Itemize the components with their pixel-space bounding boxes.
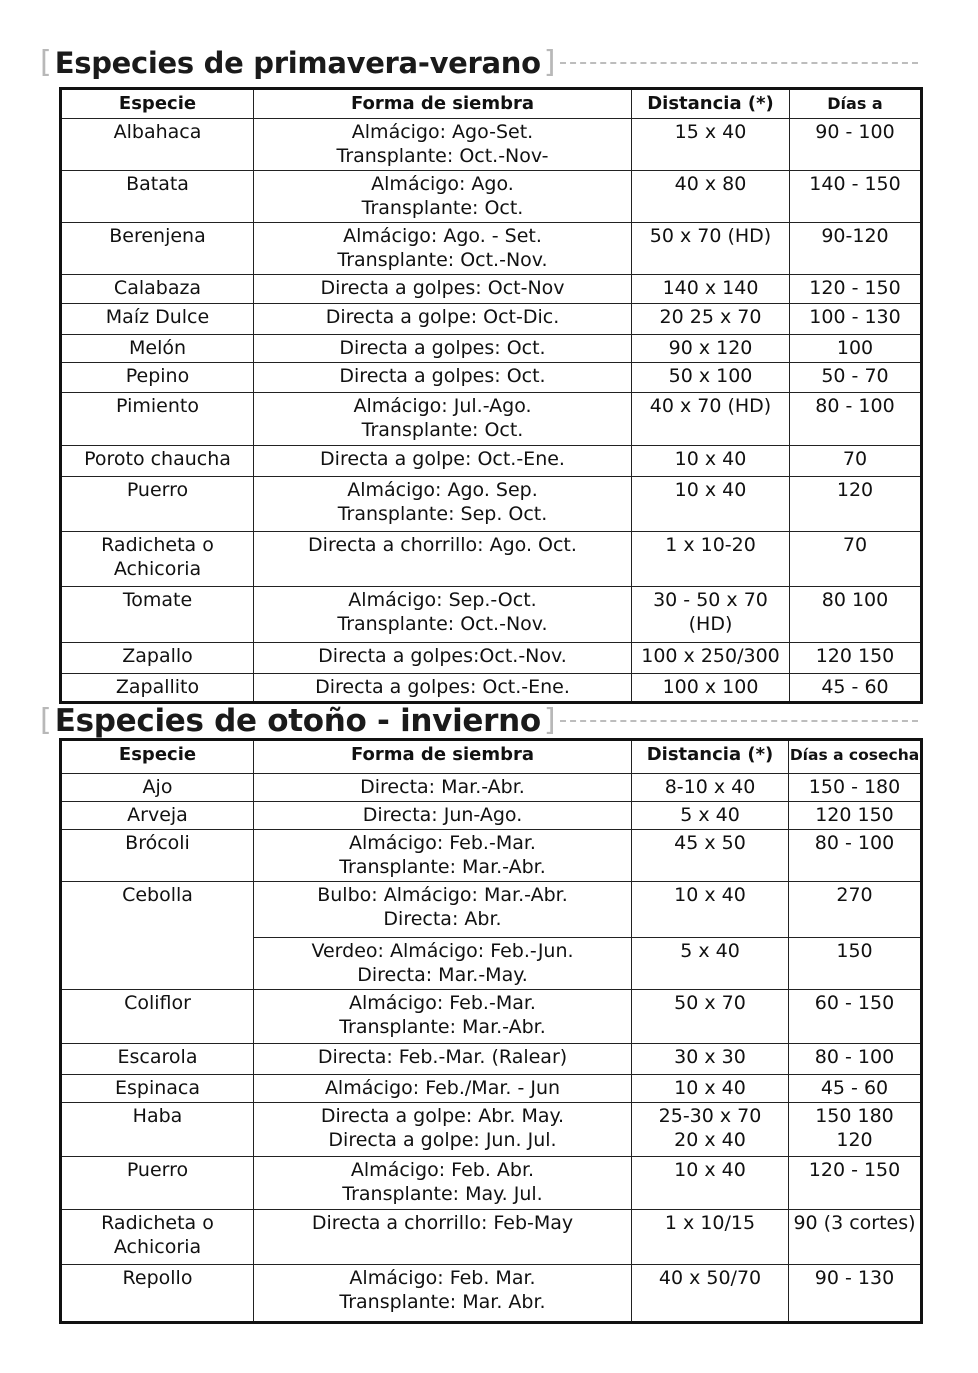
cell-especie bbox=[61, 393, 254, 446]
cell-especie bbox=[61, 304, 254, 335]
cell-especie bbox=[61, 990, 254, 1044]
cell-forma-siembra bbox=[254, 1210, 632, 1265]
cell-distancia-line: 10 x 40 bbox=[674, 884, 746, 906]
cell-dias bbox=[789, 802, 922, 830]
cell-especie-line: Puerro bbox=[126, 479, 189, 501]
cell-forma-siembra-line: Almácigo: Ago. Sep. bbox=[347, 479, 538, 501]
cell-especie-line: Haba bbox=[132, 1105, 183, 1127]
cell-forma-siembra-line: Directa: Mar.-May. bbox=[357, 964, 528, 986]
cell-forma-siembra-line: Transplante: Sep. Oct. bbox=[337, 503, 548, 525]
cell-distancia-line: 1 x 10-20 bbox=[665, 534, 756, 556]
cell-dias-line: 150 bbox=[836, 940, 873, 962]
cell-distancia bbox=[632, 393, 790, 446]
cell-dias bbox=[790, 477, 922, 532]
cell-especie bbox=[61, 802, 254, 830]
cell-especie bbox=[61, 674, 254, 703]
table-row bbox=[61, 882, 922, 938]
table-row bbox=[61, 830, 922, 882]
table-row bbox=[61, 1157, 922, 1210]
cell-distancia-line: 20 x 40 bbox=[674, 1129, 746, 1151]
table-otono-invierno bbox=[59, 738, 923, 1324]
cell-dias-line: 150 - 180 bbox=[808, 776, 901, 798]
cell-distancia bbox=[632, 587, 790, 643]
cell-distancia bbox=[632, 477, 790, 532]
cell-distancia-line: 100 x 100 bbox=[662, 676, 759, 698]
cell-forma-siembra-line: Directa: Abr. bbox=[383, 908, 502, 930]
cell-distancia bbox=[632, 275, 790, 304]
cell-distancia-line: 20 25 x 70 bbox=[659, 306, 762, 328]
cell-distancia-line: 5 x 40 bbox=[680, 940, 740, 962]
cell-dias bbox=[789, 1075, 922, 1103]
cell-distancia-line: 15 x 40 bbox=[674, 121, 747, 143]
cell-especie bbox=[61, 1103, 254, 1157]
cell-dias-line: 150 180 bbox=[815, 1105, 894, 1127]
cell-forma-siembra-line: Directa a golpes: Oct.-Ene. bbox=[315, 676, 570, 698]
header-distancia: Distancia (*) bbox=[632, 740, 789, 774]
cell-forma-siembra-line: Directa a golpes:Oct.-Nov. bbox=[318, 645, 567, 667]
cell-distancia bbox=[632, 171, 790, 223]
table-row bbox=[61, 1103, 922, 1157]
cell-dias-line: 120 bbox=[836, 479, 874, 501]
cell-especie-line: Achicoria bbox=[113, 558, 202, 580]
cell-dias bbox=[790, 393, 922, 446]
cell-dias-line: 70 bbox=[842, 448, 868, 470]
cell-especie bbox=[61, 830, 254, 882]
table-row bbox=[61, 304, 922, 335]
cell-forma-siembra-line: Almácigo: Ago-Set. bbox=[351, 121, 534, 143]
cell-dias bbox=[790, 119, 922, 171]
table-row bbox=[61, 446, 922, 477]
cell-especie-line: Poroto chaucha bbox=[84, 448, 231, 470]
cell-forma-siembra bbox=[254, 275, 632, 304]
table-row bbox=[61, 223, 922, 275]
bracket-close: ] bbox=[543, 45, 556, 80]
cell-dias-line: 140 - 150 bbox=[809, 173, 901, 195]
cell-dias-line: 50 - 70 bbox=[821, 365, 889, 387]
cell-especie-line: Radicheta o bbox=[101, 1212, 214, 1234]
cell-distancia bbox=[632, 938, 789, 990]
cell-dias bbox=[789, 830, 922, 882]
cell-forma-siembra-line: Directa a golpe: Jun. Jul. bbox=[328, 1129, 557, 1151]
cell-forma-siembra-line: Almácigo: Sep.-Oct. bbox=[348, 589, 537, 611]
dashed-rule bbox=[560, 62, 919, 64]
cell-forma-siembra bbox=[254, 938, 632, 990]
cell-especie-line: Coliflor bbox=[124, 992, 191, 1014]
cell-forma-siembra-line: Bulbo: Almácigo: Mar.-Abr. bbox=[317, 884, 568, 906]
cell-especie-line: Radicheta o bbox=[101, 534, 214, 556]
table-primavera-verano bbox=[59, 87, 923, 704]
cell-forma-siembra bbox=[254, 304, 632, 335]
table-row bbox=[61, 393, 922, 446]
cell-forma-siembra-line: Almácigo: Feb.-Mar. bbox=[349, 832, 536, 854]
cell-especie-line: Zapallo bbox=[122, 645, 193, 667]
cell-especie bbox=[61, 446, 254, 477]
cell-forma-siembra bbox=[254, 335, 632, 363]
cell-distancia-line: (HD) bbox=[688, 613, 733, 635]
cell-forma-siembra bbox=[254, 1044, 632, 1075]
cell-distancia-line: 45 x 50 bbox=[674, 832, 746, 854]
cell-especie bbox=[61, 1265, 254, 1323]
table-row bbox=[61, 802, 922, 830]
cell-forma-siembra-line: Transplante: Oct.-Nov- bbox=[336, 145, 549, 167]
cell-forma-siembra bbox=[254, 363, 632, 393]
cell-distancia bbox=[632, 446, 790, 477]
cell-forma-siembra bbox=[254, 446, 632, 477]
cell-forma-siembra-line: Almácigo: Feb./Mar. - Jun bbox=[324, 1077, 561, 1099]
cell-forma-siembra-line: Almácigo: Ago. bbox=[371, 173, 514, 195]
cell-especie bbox=[61, 774, 254, 802]
table-row bbox=[61, 774, 922, 802]
cell-distancia-line: 50 x 70 (HD) bbox=[649, 225, 772, 247]
cell-especie-line: Ajo bbox=[142, 776, 173, 798]
table-row bbox=[61, 674, 922, 703]
cell-forma-siembra-line: Directa a golpe: Oct.-Ene. bbox=[320, 448, 565, 470]
cell-especie-line: Pepino bbox=[125, 365, 190, 387]
table-row bbox=[61, 119, 922, 171]
table-row bbox=[61, 1210, 922, 1265]
cell-forma-siembra bbox=[254, 1265, 632, 1323]
cell-distancia-line: 50 x 100 bbox=[668, 365, 753, 387]
cell-distancia bbox=[632, 1157, 789, 1210]
header-dias: Días a bbox=[790, 89, 922, 119]
cell-dias-line: 70 bbox=[842, 534, 868, 556]
cell-dias bbox=[789, 1265, 922, 1323]
cell-distancia bbox=[632, 1265, 789, 1323]
cell-forma-siembra-line: Directa a golpe: Abr. May. bbox=[320, 1105, 565, 1127]
cell-forma-siembra bbox=[254, 171, 632, 223]
section-heading: Especies de primavera-verano bbox=[54, 46, 541, 80]
table-header-row bbox=[61, 89, 922, 119]
table-row bbox=[61, 171, 922, 223]
cell-distancia-line: 10 x 40 bbox=[674, 479, 747, 501]
table-row bbox=[61, 587, 922, 643]
cell-especie bbox=[61, 532, 254, 587]
cell-dias bbox=[790, 532, 922, 587]
cell-distancia bbox=[632, 532, 790, 587]
cell-dias bbox=[790, 223, 922, 275]
cell-forma-siembra bbox=[254, 1103, 632, 1157]
cell-forma-siembra bbox=[254, 393, 632, 446]
table-row bbox=[61, 477, 922, 532]
cell-distancia-line: 40 x 80 bbox=[674, 173, 747, 195]
cell-especie bbox=[61, 119, 254, 171]
cell-forma-siembra bbox=[254, 1075, 632, 1103]
cell-dias-line: 100 - 130 bbox=[809, 306, 901, 328]
cell-distancia-line: 50 x 70 bbox=[674, 992, 746, 1014]
cell-distancia-line: 25-30 x 70 bbox=[658, 1105, 762, 1127]
cell-especie bbox=[61, 1157, 254, 1210]
cell-distancia bbox=[632, 830, 789, 882]
cell-forma-siembra bbox=[254, 587, 632, 643]
cell-dias-line: 120 - 150 bbox=[809, 277, 901, 299]
cell-forma-siembra-line: Transplante: Oct. bbox=[361, 197, 524, 219]
cell-distancia bbox=[632, 643, 790, 674]
cell-distancia bbox=[632, 674, 790, 703]
cell-forma-siembra-line: Directa: Jun-Ago. bbox=[362, 804, 523, 826]
cell-distancia bbox=[632, 335, 790, 363]
cell-especie-line: Escarola bbox=[117, 1046, 198, 1068]
cell-forma-siembra-line: Directa a golpe: Oct-Dic. bbox=[325, 306, 560, 328]
cell-especie-line: Batata bbox=[126, 173, 189, 195]
bracket-close: ] bbox=[543, 703, 556, 738]
table-row bbox=[61, 335, 922, 363]
cell-dias-line: 45 - 60 bbox=[820, 1077, 889, 1099]
cell-especie-line: Pimiento bbox=[116, 395, 199, 417]
table-row bbox=[61, 1075, 922, 1103]
cell-forma-siembra bbox=[254, 990, 632, 1044]
section-heading: Especies de otoño - invierno bbox=[54, 703, 541, 739]
header-dias-cosecha: Días a cosecha bbox=[789, 740, 922, 774]
cell-dias bbox=[790, 171, 922, 223]
cell-especie-line: Brócoli bbox=[125, 832, 190, 854]
cell-especie-line: Arveja bbox=[127, 804, 188, 826]
cell-distancia-line: 5 x 40 bbox=[680, 804, 740, 826]
cell-forma-siembra-line: Almácigo: Feb. Mar. bbox=[349, 1267, 536, 1289]
header-especie: Especie bbox=[61, 89, 254, 119]
cell-dias-line: 45 - 60 bbox=[821, 676, 889, 698]
cell-distancia bbox=[632, 1103, 789, 1157]
header-distancia: Distancia (*) bbox=[632, 89, 790, 119]
cell-distancia-line: 8-10 x 40 bbox=[664, 776, 756, 798]
cell-dias bbox=[790, 674, 922, 703]
cell-forma-siembra-line: Almácigo: Ago. - Set. bbox=[343, 225, 542, 247]
dashed-rule bbox=[560, 720, 918, 722]
cell-forma-siembra-line: Directa a chorrillo: Feb-May bbox=[311, 1212, 574, 1234]
cell-dias-line: 90 - 100 bbox=[815, 121, 895, 143]
cell-forma-siembra-line: Transplante: Oct.-Nov. bbox=[337, 249, 548, 271]
cell-distancia-line: 40 x 50/70 bbox=[658, 1267, 762, 1289]
cell-forma-siembra-line: Verdeo: Almácigo: Feb.-Jun. bbox=[311, 940, 574, 962]
cell-forma-siembra-line: Directa a golpes: Oct-Nov bbox=[320, 277, 565, 299]
cell-distancia-line: 30 x 30 bbox=[674, 1046, 746, 1068]
cell-forma-siembra-line: Directa: Feb.-Mar. (Ralear) bbox=[317, 1046, 568, 1068]
cell-especie-line: Maíz Dulce bbox=[105, 306, 210, 328]
bracket-open: [ bbox=[40, 45, 52, 80]
cell-distancia bbox=[632, 1075, 789, 1103]
cell-forma-siembra bbox=[254, 802, 632, 830]
cell-forma-siembra bbox=[254, 119, 632, 171]
cell-distancia-line: 10 x 40 bbox=[674, 448, 747, 470]
cell-dias-line: 270 bbox=[836, 884, 873, 906]
cell-dias bbox=[789, 938, 922, 990]
cell-especie bbox=[61, 171, 254, 223]
cell-forma-siembra-line: Transplante: Mar. Abr. bbox=[339, 1291, 546, 1313]
cell-distancia bbox=[632, 802, 789, 830]
cell-especie-line: Calabaza bbox=[113, 277, 202, 299]
cell-forma-siembra-line: Directa: Mar.-Abr. bbox=[360, 776, 525, 798]
cell-dias-line: 120 150 bbox=[815, 645, 895, 667]
cell-dias bbox=[789, 990, 922, 1044]
cell-forma-siembra-line: Directa a golpes: Oct. bbox=[339, 337, 546, 359]
cell-dias bbox=[790, 643, 922, 674]
cell-forma-siembra-line: Transplante: Mar.-Abr. bbox=[339, 1016, 546, 1038]
cell-distancia-line: 10 x 40 bbox=[674, 1159, 746, 1181]
cell-distancia bbox=[632, 223, 790, 275]
cell-dias bbox=[790, 275, 922, 304]
table-row bbox=[61, 1044, 922, 1075]
cell-distancia bbox=[632, 1044, 789, 1075]
cell-especie bbox=[61, 363, 254, 393]
cell-dias bbox=[789, 1210, 922, 1265]
cell-forma-siembra bbox=[254, 477, 632, 532]
table-row bbox=[61, 1265, 922, 1323]
cell-forma-siembra-line: Transplante: Oct. bbox=[361, 419, 524, 441]
section-title-otono-invierno bbox=[40, 703, 918, 739]
section-title-primavera-verano bbox=[40, 46, 918, 80]
cell-forma-siembra-line: Transplante: Mar.-Abr. bbox=[339, 856, 546, 878]
cell-distancia bbox=[632, 990, 789, 1044]
cell-dias-line: 60 - 150 bbox=[814, 992, 895, 1014]
cell-dias-line: 120 150 bbox=[815, 804, 894, 826]
cell-dias-line: 80 - 100 bbox=[814, 1046, 895, 1068]
header-especie: Especie bbox=[61, 740, 254, 774]
cell-especie bbox=[61, 223, 254, 275]
table-row bbox=[61, 643, 922, 674]
cell-forma-siembra bbox=[254, 882, 632, 938]
cell-forma-siembra-line: Almácigo: Feb. Abr. bbox=[350, 1159, 535, 1181]
cell-distancia bbox=[632, 119, 790, 171]
cell-forma-siembra bbox=[254, 774, 632, 802]
cell-distancia-line: 30 - 50 x 70 bbox=[653, 589, 768, 611]
cell-especie bbox=[61, 1210, 254, 1265]
cell-distancia-line: 40 x 70 (HD) bbox=[649, 395, 772, 417]
cell-forma-siembra bbox=[254, 830, 632, 882]
cell-especie-line: Achicoria bbox=[113, 1236, 202, 1258]
cell-dias bbox=[789, 1157, 922, 1210]
table-header-row bbox=[61, 740, 922, 774]
cell-dias-line: 120 - 150 bbox=[808, 1159, 901, 1181]
cell-especie-line: Melón bbox=[128, 337, 187, 359]
bracket-open: [ bbox=[40, 703, 52, 738]
cell-dias-line: 120 bbox=[836, 1129, 873, 1151]
table-row bbox=[61, 990, 922, 1044]
cell-especie-line: Albahaca bbox=[113, 121, 202, 143]
table-row bbox=[61, 532, 922, 587]
cell-distancia-line: 10 x 40 bbox=[674, 1077, 746, 1099]
cell-forma-siembra-line: Transplante: Oct.-Nov. bbox=[337, 613, 548, 635]
cell-dias bbox=[790, 446, 922, 477]
cell-forma-siembra-line: Directa a chorrillo: Ago. Oct. bbox=[308, 534, 577, 556]
cell-forma-siembra bbox=[254, 532, 632, 587]
cell-distancia bbox=[632, 1210, 789, 1265]
cell-dias-line: 80 - 100 bbox=[814, 832, 895, 854]
cell-especie bbox=[61, 477, 254, 532]
cell-distancia-line: 90 x 120 bbox=[668, 337, 753, 359]
cell-forma-siembra bbox=[254, 223, 632, 275]
cell-dias-line: 80 100 bbox=[821, 589, 889, 611]
cell-forma-siembra-line: Almácigo: Jul.-Ago. bbox=[353, 395, 532, 417]
cell-especie bbox=[61, 882, 254, 990]
header-forma-siembra: Forma de siembra bbox=[254, 740, 632, 774]
cell-dias-line: 90-120 bbox=[821, 225, 889, 247]
cell-dias bbox=[789, 1103, 922, 1157]
cell-dias-line: 80 - 100 bbox=[815, 395, 895, 417]
cell-distancia bbox=[632, 304, 790, 335]
cell-dias bbox=[790, 363, 922, 393]
cell-dias bbox=[789, 1044, 922, 1075]
cell-dias bbox=[789, 882, 922, 938]
cell-dias-line: 90 (3 cortes) bbox=[793, 1212, 916, 1234]
cell-forma-siembra bbox=[254, 674, 632, 703]
cell-dias bbox=[790, 304, 922, 335]
cell-especie-line: Tomate bbox=[122, 589, 193, 611]
cell-dias-line: 100 bbox=[836, 337, 874, 359]
cell-dias bbox=[790, 587, 922, 643]
cell-distancia-line: 100 x 250/300 bbox=[641, 645, 780, 667]
cell-forma-siembra-line: Transplante: May. Jul. bbox=[342, 1183, 543, 1205]
cell-especie-line: Espinaca bbox=[114, 1077, 201, 1099]
cell-especie bbox=[61, 1044, 254, 1075]
cell-especie-line: Zapallito bbox=[115, 676, 200, 698]
cell-dias bbox=[790, 335, 922, 363]
cell-forma-siembra bbox=[254, 643, 632, 674]
cell-especie bbox=[61, 587, 254, 643]
table-row bbox=[61, 275, 922, 304]
cell-distancia bbox=[632, 774, 789, 802]
cell-especie-line: Puerro bbox=[126, 1159, 189, 1181]
cell-distancia bbox=[632, 363, 790, 393]
cell-distancia-line: 140 x 140 bbox=[662, 277, 759, 299]
cell-especie bbox=[61, 1075, 254, 1103]
cell-especie-line: Cebolla bbox=[122, 884, 193, 906]
cell-especie bbox=[61, 335, 254, 363]
cell-dias bbox=[789, 774, 922, 802]
cell-forma-siembra-line: Directa a golpes: Oct. bbox=[339, 365, 546, 387]
cell-forma-siembra-line: Almácigo: Feb.-Mar. bbox=[349, 992, 536, 1014]
cell-especie-line: Berenjena bbox=[109, 225, 206, 247]
cell-dias-line: 90 - 130 bbox=[814, 1267, 895, 1289]
cell-forma-siembra bbox=[254, 1157, 632, 1210]
cell-especie-line: Repollo bbox=[122, 1267, 193, 1289]
cell-especie bbox=[61, 643, 254, 674]
header-forma-siembra: Forma de siembra bbox=[254, 89, 632, 119]
cell-distancia bbox=[632, 882, 789, 938]
cell-especie bbox=[61, 275, 254, 304]
cell-distancia-line: 1 x 10/15 bbox=[664, 1212, 756, 1234]
table-row bbox=[61, 363, 922, 393]
